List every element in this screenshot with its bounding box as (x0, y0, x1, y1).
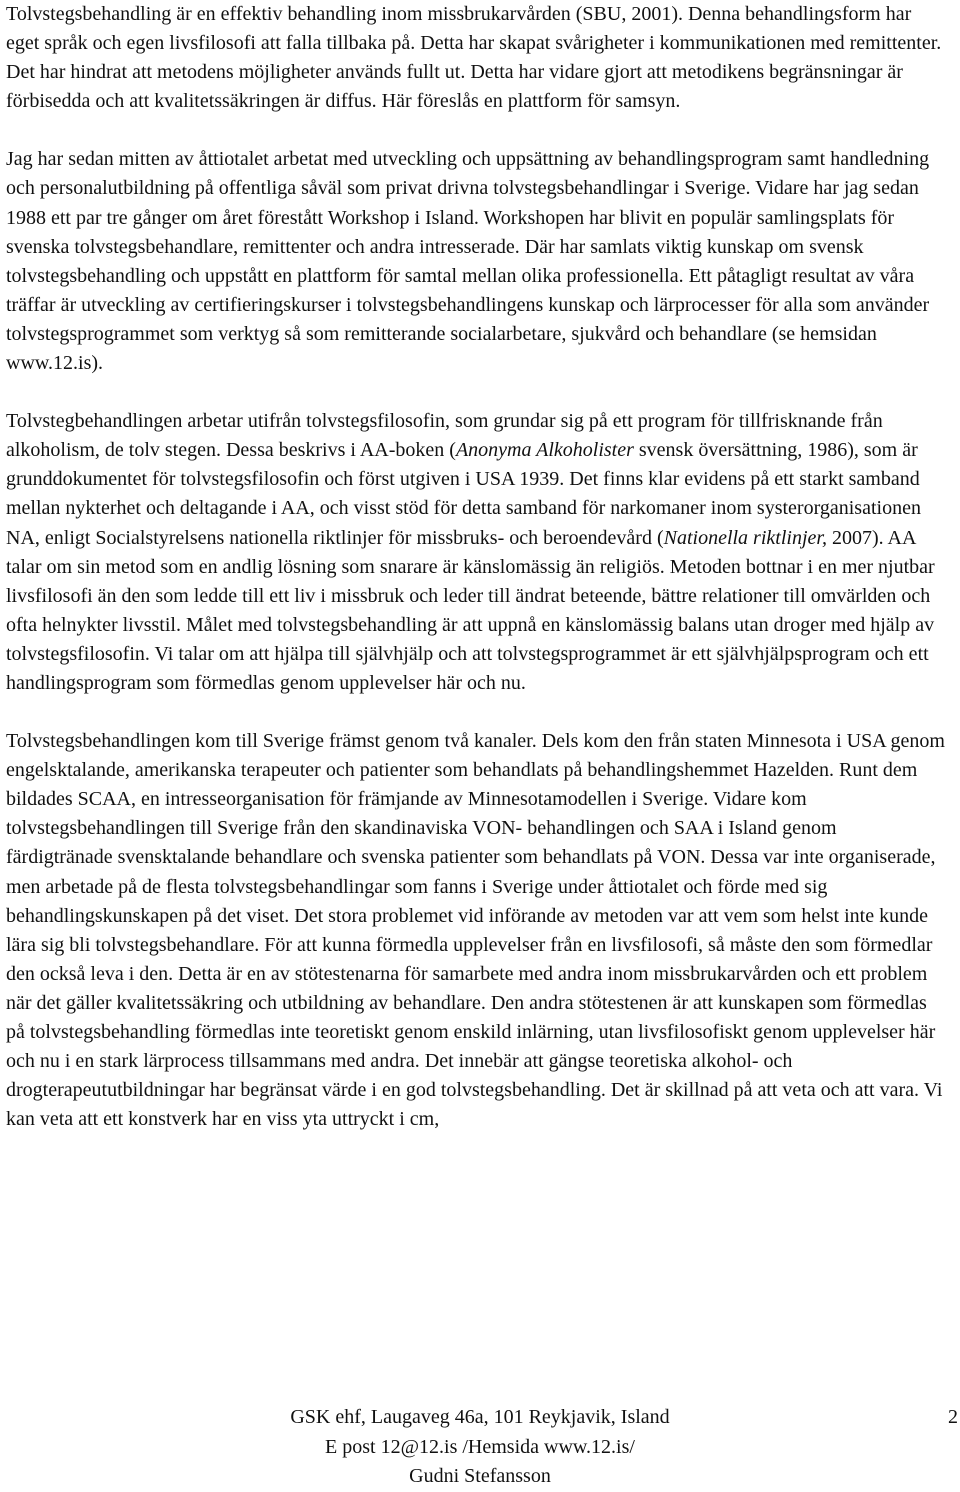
paragraph-spacer (6, 378, 948, 407)
paragraph-text-segment: 2007). AA talar om sin metod som en andlig lösning som snarare är känslomässig än religiös. Metoden bottnar i en mer njutbar livsfilosofi än den som ledde till ett liv i missbruk och leder till ändrat beteende, bättre relationer till omvärlden och ofta helnykter livsstil. Målet med tolvstegsbehandling är att uppnå en känslomässig balans utan droger med hjälp av tolvstegsfilosofin. Vi talar om att hjälpa till självhjälp och att tolvstegsprogrammet är ett självhjälpsprogram och ett handlingsprogram som förmedlas genom upplevelser här och nu. (6, 526, 935, 694)
footer-address: GSK ehf, Laugaveg 46a, 101 Reykjavik, Island (290, 1406, 670, 1428)
guideline-title-italic: Nationella riktlinjer, (663, 526, 827, 549)
book-title-italic: Anonyma Alkoholister (455, 439, 634, 462)
page-footer (0, 1403, 960, 1492)
paragraph-spacer (6, 698, 948, 727)
page-number: 2 (948, 1406, 958, 1428)
paragraph-intro: Tolvstegsbehandling är en effektiv behandling inom missbrukarvården (SBU, 2001). Denna behandlingsform har eget språk och egen livsfilosofi att falla tillbaka på. Detta har skapat svårigheter i kommunikationen med remittenter. Det har hindrat att metodens möjligheter används fullt ut. Detta har vidare gjort att metodikens begränsningar är förbisedda och att kvalitetssäkringen är diffus. Här föreslås en plattform för samsyn. (6, 3, 942, 113)
paragraph-history-sweden: Tolvstegsbehandlingen kom till Sverige främst genom två kanaler. Dels kom den från staten Minnesota i USA genom engelsktalande, amerikanska terapeuter och patienter som behandlats på behandlingshemmet Hazelden. Runt dem bildades SCAA, en intresseorganisation för främjande av Minnesotamodellen i Sverige. Vidare kom tolvstegsbehandlingen till Sverige från den skandinaviska VON- behandlingen och SAA i Island genom färdigtränade svensktalande behandlare och svenska patienter som behandlats på VON. Dessa var inte organiserade, men arbetade på de flesta tolvstegsbehandlingar som fanns i Sverige under åttiotalet och förde med sig behandlingskunskapen på det viset. Det stora problemet vid införande av metoden var att vem som helst inte kunde lära sig bli tolvstegsbehandlare. För att kunna förmedla upplevelser från en livsfilosofi, så måste den som förmedlar den också leva i den. Detta är en av stötestenarna för samarbete med andra inom missbrukarvården och ett problem när det gäller kvalitetssäkring och utbildning av behandlare. Den andra stötestenen är att kunskapen som förmedlas på tolvstegsbehandling förmedlas inte teoretiskt genom enskild inlärning, utan livsfilosofiskt genom upplevelser här och nu i en stark lärprocess tillsammans med andra. Det innebär att gängse teoretiska alkohol- och drogterapeututbildningar har begränsat värde i en god tolvstegsbehandling. Det är skillnad på att veta och att vara. Vi kan veta att ett konstverk har en viss yta uttryckt i cm, (6, 730, 945, 1131)
footer-contact: E post 12@12.is /Hemsida www.12.is/ (325, 1435, 635, 1458)
document-page (6, 0, 948, 1134)
paragraph-author-background: Jag har sedan mitten av åttiotalet arbetat med utveckling och uppsättning av behandlingsprogram samt handledning och personalutbildning på offentliga såväl som privat drivna tolvstegsbehandlingar i Sverige. Vidare har jag sedan 1988 ett par tre gånger om året förestått Workshop i Island. Workshopen har blivit en populär samlingsplats för svenska tolvstegsbehandlare, remittenter och andra intresserade. Där har samlats viktig kunskap om svensk tolvstegsbehandling och uppstått en plattform för samtal mellan olika professionella. Ett påtagligt resultat av våra träffar är utveckling av certifieringskurser i tolvstegsbehandlingens kunskap och lärprocesser för alla som använder tolvstegsprogrammet som verktyg så som remitterande socialarbetare, sjukvård och behandlare (se hemsidan www.12.is). (6, 148, 930, 375)
paragraph-text-segment: Tolvstegbehandlingen arbetar utifrån tolvstegsfilosofin, som grundar sig på ett program för tillfrisknande från alkoholism, de tolv stegen. Dessa beskrivs i AA-boken ( (6, 410, 883, 462)
footer-author: Gudni Stefansson (409, 1465, 551, 1487)
paragraph-spacer (6, 116, 948, 145)
paragraph-twelve-step-philosophy (6, 407, 948, 698)
paragraph-text-segment: svensk översättning, 1986), som är grunddokumentet för tolvstegsfilosofin och först utgiven i USA 1939. Det finns klar evidens på ett starkt samband mellan nykterhet och deltagande i AA, och visst stöd för detta samband för narkomaner inom systerorganisationen NA, enligt Socialstyrelsens nationella riktlinjer för missbruks- och beroendevård ( (6, 439, 921, 549)
